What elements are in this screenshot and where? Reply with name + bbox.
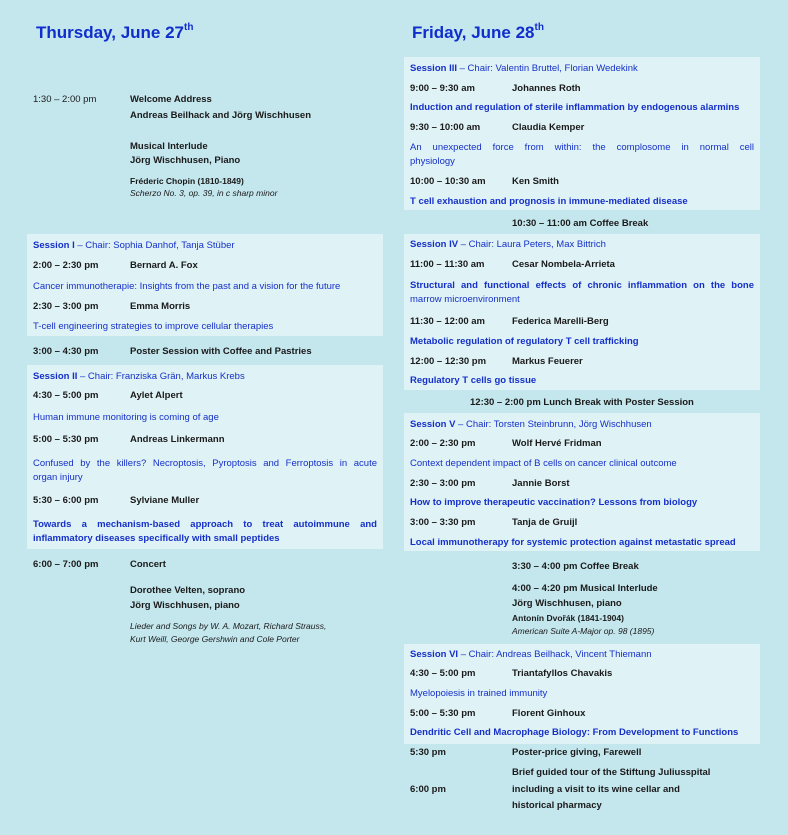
- tour-line-2: including a visit to its wine cellar and: [512, 784, 680, 795]
- talk-time: 5:00 – 5:30 pm: [33, 434, 99, 445]
- talk-title: Dendritic Cell and Macrophage Biology: From Development to Functions: [410, 727, 739, 738]
- talk-title-line-2: marrow microenvironment: [410, 294, 520, 305]
- talk-speaker: Tanja de Gruijl: [512, 517, 578, 528]
- talk-speaker: Florent Ginhoux: [512, 708, 586, 719]
- talk-title: Local immunotherapy for systemic protection against metastatic spread: [410, 537, 736, 548]
- talk-title: Context dependent impact of B cells on cancer clinical outcome: [410, 458, 677, 469]
- poster-time: 3:00 – 4:30 pm: [33, 346, 99, 357]
- interlude-title: Musical Interlude: [130, 141, 208, 152]
- session-5-box: [404, 413, 760, 551]
- talk-title: Regulatory T cells go tissue: [410, 375, 537, 386]
- session-3-box: [404, 57, 760, 210]
- talk-time: 5:30 – 6:00 pm: [33, 495, 99, 506]
- talk-time: 11:00 – 11:30 am: [410, 259, 485, 270]
- interlude-title: 4:00 – 4:20 pm Musical Interlude: [512, 583, 658, 594]
- composer: Fréderic Chopin (1810-1849): [130, 176, 244, 186]
- talk-title: T-cell engineering strategies to improve cellular therapies: [33, 321, 274, 332]
- talk-title: T cell exhaustion and prognosis in immune-mediated disease: [410, 196, 688, 207]
- talk-title: Human immune monitoring is coming of age: [33, 412, 219, 423]
- talk-title: How to improve therapeutic vaccination? Lessons from biology: [410, 497, 698, 508]
- talk-time: 3:00 – 3:30 pm: [410, 517, 476, 528]
- talk-time: 2:30 – 3:00 pm: [410, 478, 476, 489]
- talk-speaker: Johannes Roth: [512, 83, 581, 94]
- talk-speaker: Emma Morris: [130, 301, 191, 312]
- poster-title: Poster Session with Coffee and Pastries: [130, 346, 312, 357]
- opening-time: 1:30 – 2:00 pm: [33, 94, 97, 105]
- talk-title-line-1: Structural and functional effects of chronic inflammation on the bone: [410, 280, 754, 291]
- talk-speaker: Jannie Borst: [512, 478, 570, 489]
- talk-speaker: Bernard A. Fox: [130, 260, 198, 271]
- talk-title-line-2: organ injury: [33, 472, 83, 483]
- session-6-box: [404, 644, 760, 744]
- welcome-speakers: Andreas Beilhack and Jörg Wischhusen: [130, 110, 311, 121]
- concert-program-line-1: Lieder and Songs by W. A. Mozart, Richard Strauss,: [130, 621, 327, 631]
- concert-time: 6:00 – 7:00 pm: [33, 559, 99, 570]
- session-5-header: Session V – Chair: Torsten Steinbrunn, Jörg Wischhusen: [410, 419, 652, 430]
- talk-title: Myelopoiesis in trained immunity: [410, 688, 548, 699]
- talk-speaker: Ken Smith: [512, 176, 559, 187]
- talk-title: Metabolic regulation of regulatory T cell trafficking: [410, 336, 639, 347]
- talk-time: 4:30 – 5:00 pm: [410, 668, 476, 679]
- talk-speaker: Cesar Nombela-Arrieta: [512, 259, 615, 270]
- session-3-header: Session III – Chair: Valentin Bruttel, Florian Wedekink: [410, 63, 638, 74]
- talk-time: 11:30 – 12:00 am: [410, 316, 486, 327]
- thursday-heading: Thursday, June 27th: [36, 22, 194, 42]
- piece: Scherzo No. 3, op. 39, in c sharp minor: [130, 188, 278, 198]
- concert-program-line-2: Kurt Weill, George Gershwin and Cole Porter: [130, 634, 300, 644]
- tour-time: 6:00 pm: [410, 784, 446, 795]
- talk-time: 2:00 – 2:30 pm: [33, 260, 99, 271]
- session-4-header: Session IV – Chair: Laura Peters, Max Bittrich: [410, 239, 606, 250]
- talk-time: 2:00 – 2:30 pm: [410, 438, 476, 449]
- talk-title-line-1: Confused by the killers? Necroptosis, Pyroptosis and Ferroptosis in acute: [33, 458, 377, 469]
- talk-speaker: Markus Feuerer: [512, 356, 583, 367]
- talk-speaker: Andreas Linkermann: [130, 434, 225, 445]
- tour-line-1: Brief guided tour of the Stiftung Juliusspital: [512, 767, 711, 778]
- talk-time: 10:00 – 10:30 am: [410, 176, 486, 187]
- talk-speaker: Sylviane Muller: [130, 495, 200, 506]
- talk-speaker: Wolf Hervé Fridman: [512, 438, 602, 449]
- session-1-box: [27, 234, 383, 336]
- concert-title: Concert: [130, 559, 166, 570]
- interlude-composer: Antonín Dvořák (1841-1904): [512, 613, 624, 623]
- talk-title-line-2: physiology: [410, 156, 455, 167]
- farewell-title: Poster-price giving, Farewell: [512, 747, 642, 758]
- session-6-header: Session VI – Chair: Andreas Beilhack, Vincent Thiemann: [410, 649, 652, 660]
- talk-speaker: Claudia Kemper: [512, 122, 585, 133]
- session-1-header: Session I – Chair: Sophia Danhof, Tanja Stüber: [33, 240, 235, 251]
- talk-speaker: Federica Marelli-Berg: [512, 316, 609, 327]
- talk-title-line-1: An unexpected force from within: the complosome in normal cell: [410, 142, 754, 153]
- interlude-performer: Jörg Wischhusen, Piano: [130, 155, 241, 166]
- interlude-piece: American Suite A-Major op. 98 (1895): [512, 626, 655, 636]
- concert-performer: Dorothee Velten, soprano: [130, 585, 246, 596]
- talk-time: 4:30 – 5:00 pm: [33, 390, 99, 401]
- talk-time: 5:00 – 5:30 pm: [410, 708, 476, 719]
- coffee-break: 3:30 – 4:00 pm Coffee Break: [512, 561, 639, 572]
- talk-time: 2:30 – 3:00 pm: [33, 301, 99, 312]
- lunch-break: 12:30 – 2:00 pm Lunch Break with Poster Session: [470, 397, 694, 408]
- talk-title-line-1: Towards a mechanism-based approach to treat autoimmune and: [33, 519, 377, 530]
- interlude-performer: Jörg Wischhusen, piano: [512, 598, 622, 609]
- welcome-title: Welcome Address: [130, 94, 212, 105]
- tour-line-3: historical pharmacy: [512, 800, 602, 811]
- talk-title: Cancer immunotherapie: Insights from the past and a vision for the future: [33, 281, 341, 292]
- talk-speaker: Aylet Alpert: [130, 390, 183, 401]
- concert-performer: Jörg Wischhusen, piano: [130, 600, 240, 611]
- talk-title-line-2: inflammatory diseases specifically with small peptides: [33, 533, 280, 544]
- talk-speaker: Triantafyllos Chavakis: [512, 668, 613, 679]
- friday-heading: Friday, June 28th: [412, 22, 544, 42]
- session-2-box: [27, 365, 383, 549]
- talk-time: 9:30 – 10:00 am: [410, 122, 481, 133]
- session-4-box: [404, 234, 760, 390]
- coffee-break: 10:30 – 11:00 am Coffee Break: [512, 218, 649, 229]
- talk-title: Induction and regulation of sterile inflammation by endogenous alarmins: [410, 102, 740, 113]
- session-2-header: Session II – Chair: Franziska Grän, Markus Krebs: [33, 371, 245, 382]
- talk-time: 12:00 – 12:30 pm: [410, 356, 487, 367]
- talk-time: 9:00 – 9:30 am: [410, 83, 475, 94]
- farewell-time: 5:30 pm: [410, 747, 446, 758]
